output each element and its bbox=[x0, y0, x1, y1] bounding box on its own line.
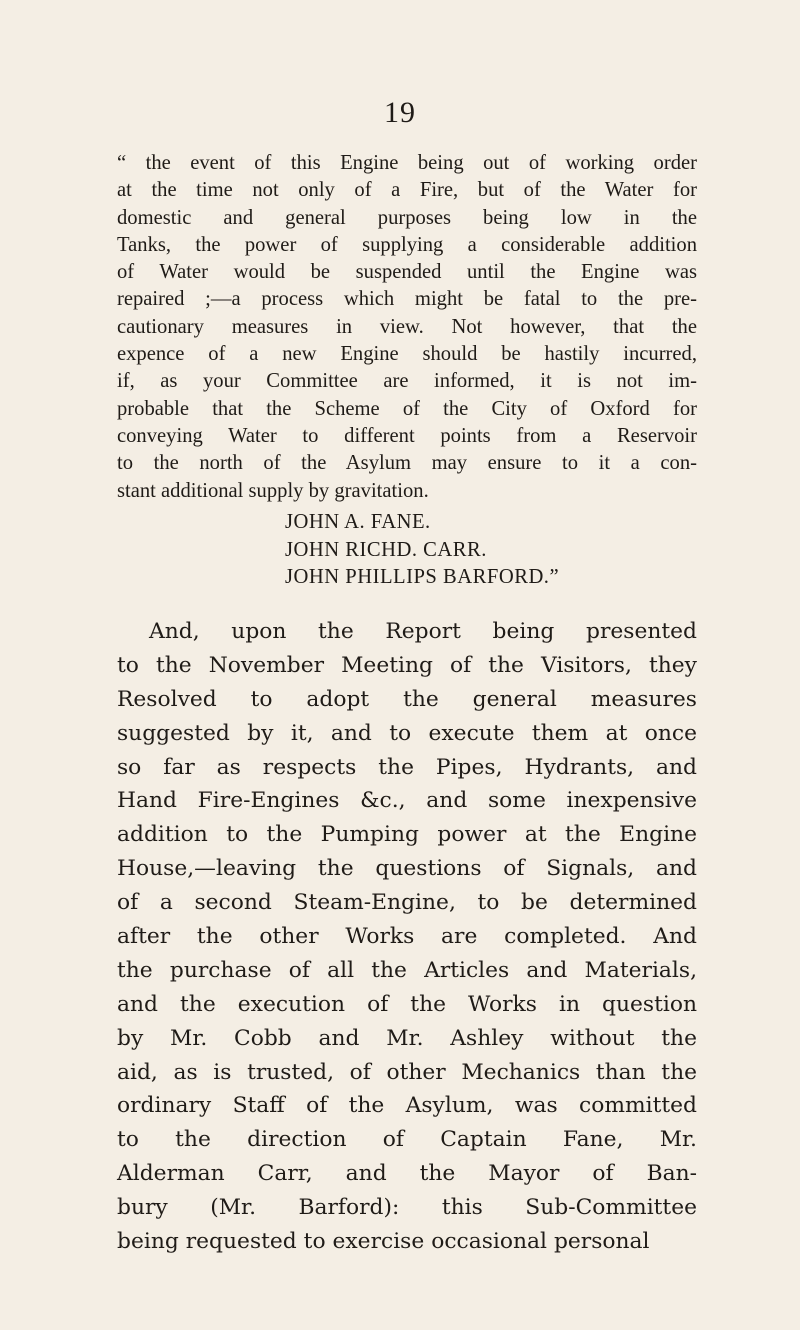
report-line: addition to the Pumping power at the Engine bbox=[117, 822, 697, 848]
letter-line: at the time not only of a Fire, but of the Water for bbox=[117, 179, 697, 202]
letter-line: repaired ;—a process which might be fatal to the pre- bbox=[117, 288, 697, 311]
letter-line: of Water would be suspended until the Engine was bbox=[117, 261, 697, 284]
letter-line: cautionary measures in view. Not however, that the bbox=[117, 315, 697, 338]
report-line: by Mr. Cobb and Mr. Ashley without the bbox=[117, 1025, 697, 1051]
signature-line: JOHN RICHD. CARR. bbox=[285, 538, 487, 561]
report-line: And, upon the Report being presented bbox=[149, 619, 697, 644]
report-line: aid, as is trusted, of other Mechanics than the bbox=[117, 1059, 697, 1085]
letter-line: probable that the Scheme of the City of Oxford for bbox=[117, 397, 697, 420]
report-line: of a second Steam-Engine, to be determined bbox=[117, 890, 697, 916]
report-line: House,—leaving the questions of Signals, and bbox=[117, 856, 697, 882]
letter-line: stant additional supply by gravitation. bbox=[117, 479, 429, 502]
report-line: Resolved to adopt the general measures bbox=[117, 686, 697, 712]
report-paragraph bbox=[117, 615, 697, 1259]
letter-line: conveying Water to different points from a Reservoir bbox=[117, 424, 697, 447]
report-line: suggested by it, and to execute them at once bbox=[117, 720, 697, 746]
signature-block bbox=[285, 509, 559, 592]
signature-line: JOHN A. FANE. bbox=[285, 511, 431, 533]
letter-line: if, as your Committee are informed, it is not im- bbox=[117, 370, 697, 393]
signature-line: JOHN PHILLIPS BARFORD.” bbox=[285, 566, 560, 588]
report-line: after the other Works are completed. And bbox=[117, 924, 697, 950]
report-line: bury (Mr. Barford): this Sub-Committee bbox=[117, 1195, 697, 1221]
report-line: Alderman Carr, and the Mayor of Ban- bbox=[117, 1161, 697, 1187]
report-line: being requested to exercise occasional personal bbox=[117, 1229, 650, 1255]
report-line: so far as respects the Pipes, Hydrants, and bbox=[117, 754, 697, 780]
page-number: 19 bbox=[384, 96, 416, 129]
quoted-letter bbox=[117, 150, 697, 505]
letter-line: Tanks, the power of supplying a considerable addition bbox=[117, 233, 697, 256]
report-line: the purchase of all the Articles and Materials, bbox=[117, 957, 697, 983]
letter-line: to the north of the Asylum may ensure to it a con- bbox=[117, 452, 697, 475]
report-line: Hand Fire-Engines &c., and some inexpensive bbox=[117, 788, 697, 814]
report-line: to the November Meeting of the Visitors, they bbox=[117, 652, 697, 678]
report-line: to the direction of Captain Fane, Mr. bbox=[117, 1127, 697, 1153]
letter-line: “ the event of this Engine being out of working order bbox=[117, 152, 697, 174]
report-line: ordinary Staff of the Asylum, was committed bbox=[117, 1093, 697, 1119]
letter-line: expence of a new Engine should be hastily incurred, bbox=[117, 343, 697, 366]
letter-line: domestic and general purposes being low in the bbox=[117, 206, 697, 229]
report-line: and the execution of the Works in question bbox=[117, 991, 697, 1017]
